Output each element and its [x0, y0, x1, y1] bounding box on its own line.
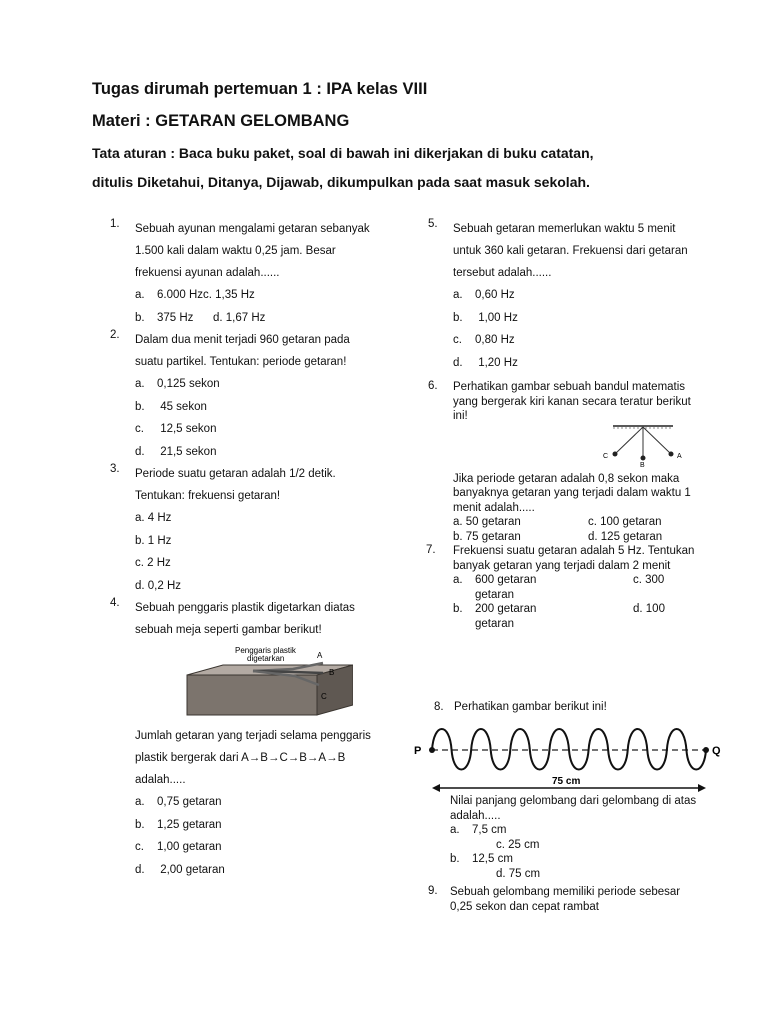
pendulum-figure: [593, 424, 693, 468]
option-text: 0,75 getaran: [157, 796, 222, 808]
option-text: 1,00 Hz: [475, 311, 518, 324]
option-b: b. 75 getaran: [453, 530, 521, 543]
question-number: 8.: [434, 701, 444, 713]
option-label: b.: [450, 853, 460, 866]
option-b: [135, 814, 380, 837]
option-d: [135, 441, 380, 464]
option-row: [453, 602, 698, 617]
option-d: d. 1,67 Hz: [213, 311, 266, 324]
option-row: [453, 515, 698, 530]
option-label: b.: [453, 311, 463, 324]
pendulum-string-a: [643, 427, 671, 454]
question-text-continued: Jika periode getaran adalah 0,8 sekon maka banyaknya getaran yang terjadi dalam waktu 1 menit adalah.....: [453, 472, 691, 514]
materi-heading: Materi : GETARAN GELOMBANG: [92, 112, 350, 130]
option-c: c. 100 getaran: [588, 516, 662, 528]
option-text: 7,5 cm: [472, 824, 507, 837]
option-label: a.: [453, 289, 463, 301]
question-number: 1.: [110, 218, 120, 230]
option-b: b. 1 Hz: [135, 534, 172, 547]
option-b: [450, 852, 698, 867]
question-1: [110, 218, 380, 329]
question-text: Frekuensi suatu getaran adalah 5 Hz. Tentukan banyak getaran yang terjadi dalam 2 menit: [453, 545, 695, 572]
option-label: b.: [453, 603, 463, 615]
label-p: P: [414, 745, 422, 758]
option-label: a.: [450, 824, 460, 837]
position-label-a: A: [677, 452, 682, 460]
question-6: [428, 380, 698, 544]
bob-a: [669, 451, 674, 456]
option-label: d.: [135, 863, 145, 876]
option-text: 21,5 sekon: [157, 445, 217, 458]
wave-figure: [414, 718, 734, 798]
option-label: a.: [135, 289, 145, 301]
question-8: [434, 701, 704, 714]
option-row: [135, 284, 380, 307]
option-label: b.: [135, 400, 145, 413]
option-row: [453, 530, 698, 545]
option-c: [135, 418, 380, 441]
option-d: d. 75 cm: [496, 867, 541, 880]
option-text: 12,5 cm: [472, 853, 513, 866]
left-column: [110, 218, 380, 881]
question-number: 9.: [428, 885, 438, 898]
option-d: d. 0,2 Hz: [135, 579, 182, 592]
page-title: Tugas dirumah pertemuan 1 : IPA kelas VIII: [92, 80, 428, 98]
point-p: [429, 747, 435, 753]
option-a: [450, 823, 698, 838]
wave-curve: [432, 729, 706, 770]
question-number: 5.: [428, 218, 438, 230]
option-a: a. 50 getaran: [453, 516, 521, 528]
option-a: a. 4 Hz: [135, 512, 172, 524]
option-b: 375 Hz: [157, 311, 194, 324]
question-text: Sebuah ayunan mengalami getaran sebanyak 1.500 kali dalam waktu 0,25 jam. Besar frekuensi ayunan adalah......: [135, 223, 370, 279]
question-3: [110, 463, 380, 597]
position-label-b: B: [329, 668, 335, 677]
question-text: Perhatikan gambar berikut ini!: [454, 701, 607, 713]
option-text: 1,20 Hz: [475, 356, 518, 369]
option-a: [135, 791, 380, 814]
option-a: 6.000 Hz: [157, 289, 204, 301]
question-5: [428, 218, 698, 374]
question-text: Sebuah getaran memerlukan waktu 5 menit untuk 360 kali getaran. Frekuensi dari getaran tersebut adalah......: [453, 223, 688, 279]
arrow-head-right: [698, 784, 706, 792]
question-text: Sebuah penggaris plastik digetarkan diatas sebuah meja seperti gambar berikut!: [135, 602, 355, 636]
question-2: [110, 329, 380, 463]
question-7: [428, 544, 698, 631]
option-c: [453, 329, 698, 352]
question-text: Dalam dua menit terjadi 960 getaran pada suatu partikel. Tentukan: periode getaran!: [135, 334, 350, 368]
option-label: a.: [135, 378, 145, 390]
option-label: a.: [453, 574, 463, 586]
option-text: 45 sekon: [157, 400, 207, 413]
option-label: a.: [135, 796, 145, 808]
table-front: [187, 675, 317, 715]
arrow-head-left: [432, 784, 440, 792]
position-label-c: C: [603, 452, 609, 460]
length-label: 75 cm: [552, 776, 581, 788]
rules-line-2: ditulis Diketahui, Ditanya, Dijawab, dikumpulkan pada saat masuk sekolah.: [92, 174, 590, 190]
figure-label-line2: digetarkan: [247, 654, 285, 663]
question-8-body: [428, 794, 698, 881]
option-label: b.: [135, 818, 145, 831]
option-d: [453, 352, 698, 375]
option-text: 0,80 Hz: [475, 334, 515, 346]
option-a: [135, 373, 380, 396]
option-unit: getaran: [475, 617, 515, 630]
right-column: [414, 218, 721, 914]
question-text: Periode suatu getaran adalah 1/2 detik. Tentukan: frekuensi getaran!: [135, 468, 336, 502]
option-text: 12,5 sekon: [157, 423, 217, 435]
question-4: [110, 597, 380, 881]
question-number: 4.: [110, 597, 120, 609]
question-9: [428, 885, 698, 914]
pendulum-string-c: [615, 427, 643, 454]
option-row: [135, 307, 380, 330]
position-label-b: B: [640, 461, 645, 468]
option-text: 2,00 getaran: [157, 863, 225, 876]
option-a: [453, 284, 698, 307]
option-text: 1,25 getaran: [157, 818, 222, 831]
option-text: 0,60 Hz: [475, 289, 515, 301]
point-q: [703, 747, 709, 753]
position-label-c: C: [321, 692, 327, 701]
position-label-a: A: [317, 651, 323, 660]
question-text-continued: Nilai panjang gelombang dari gelombang di atas adalah.....: [450, 795, 697, 822]
option-text: 1,00 getaran: [157, 841, 222, 853]
ruler-on-table-figure: [183, 645, 353, 717]
option-label: d.: [135, 445, 145, 458]
option-c: c. 1,35 Hz: [203, 289, 255, 301]
option-label: d.: [453, 356, 463, 369]
option-row: [453, 573, 698, 588]
option-c: c. 25 cm: [496, 838, 540, 851]
option-d: d. 100: [633, 603, 665, 615]
option-label: c.: [135, 841, 144, 853]
option-c: c. 300: [633, 574, 665, 586]
question-text: Sebuah gelombang memiliki periode sebesar 0,25 sekon dan cepat rambat: [450, 886, 681, 913]
option-d: d. 125 getaran: [588, 530, 663, 543]
question-number: 3.: [110, 463, 120, 475]
option-b: 200 getaran: [475, 603, 537, 615]
option-label: c.: [135, 423, 144, 435]
option-unit: getaran: [475, 588, 515, 601]
option-b: [135, 396, 380, 419]
question-text: Perhatikan gambar sebuah bandul matematis yang bergerak kiri kanan secara teratur berikut ini!: [453, 381, 691, 422]
bob-b: [641, 455, 646, 460]
option-c: c. 2 Hz: [135, 557, 171, 569]
figure-label-line1: Penggaris plastik: [235, 646, 296, 655]
bob-c: [613, 451, 618, 456]
option-label: b.: [135, 311, 145, 324]
option-text: 0,125 sekon: [157, 378, 220, 390]
option-a: 600 getaran: [475, 574, 537, 586]
option-b: [453, 307, 698, 330]
question-number: 6.: [428, 380, 438, 392]
label-q: Q: [712, 745, 721, 758]
option-label: c.: [453, 334, 462, 346]
option-d: [135, 859, 380, 882]
question-text-continued: Jumlah getaran yang terjadi selama penggaris plastik bergerak dari A→B→C→B→A→B adalah.....: [135, 730, 371, 786]
rules-line-1: Tata aturan : Baca buku paket, soal di bawah ini dikerjakan di buku catatan,: [92, 145, 594, 161]
question-number: 2.: [110, 329, 120, 341]
option-c: [135, 836, 380, 859]
question-number: 7.: [426, 544, 436, 556]
